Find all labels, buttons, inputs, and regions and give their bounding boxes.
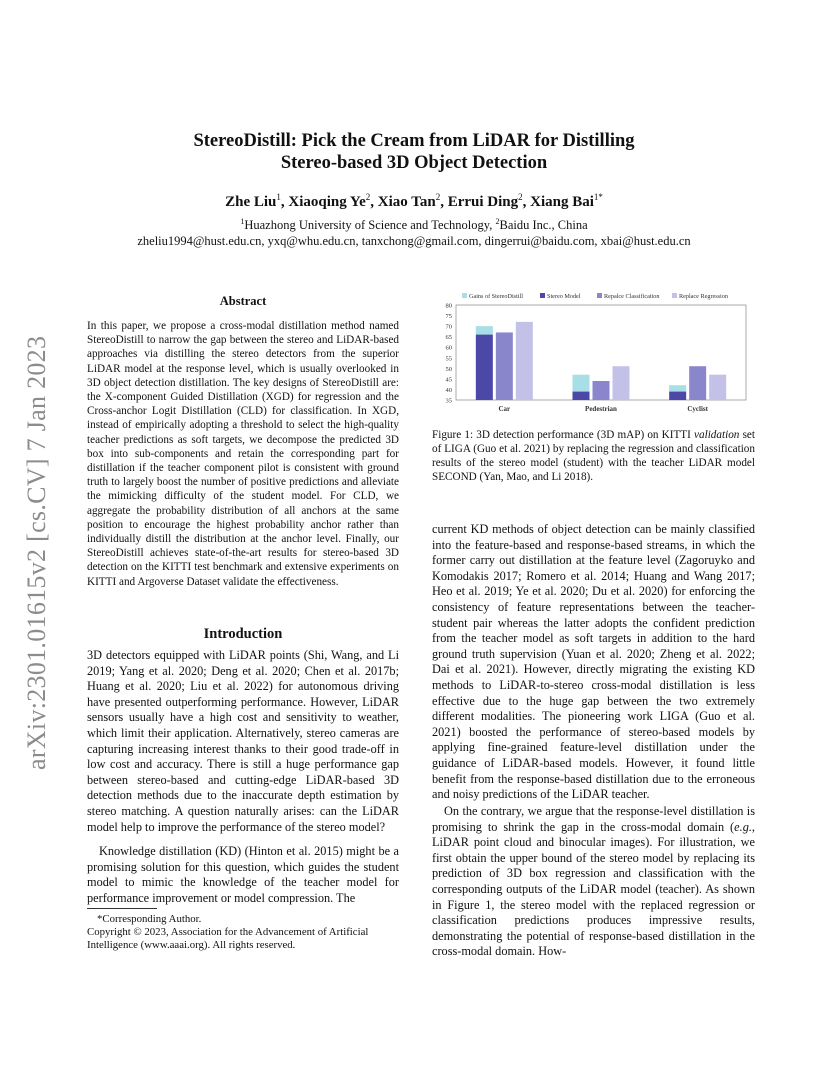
y-tick-label: 75 — [445, 313, 452, 321]
x-tick-label: Cyclist — [687, 405, 708, 413]
abstract-heading: Abstract — [219, 294, 267, 308]
bar-repalce-classification — [593, 381, 610, 400]
author-sup: 2 — [435, 192, 441, 202]
y-tick-label: 40 — [445, 386, 452, 394]
caption-text: Figure 1: 3D detection performance (3D mAP) on KITTI — [432, 429, 695, 441]
intro-paragraph-1: 3D detectors equipped with LiDAR points (Shi, Wang, and Li 2019; Yang et al. 2020; Deng et al. 2020; Chen et al. 2017b; Huang et al. 2020; Liu et al. 2022) for autonomous driving have presented outperforming performance. However, LiDAR sensors usually have a high cost and sensitivity to weather, which limit their application. Alternatively, stereo cameras are capturing increasing interest thanks to their good trade-off in low cost and accuracy. There is still a huge performance gap between stereo-based and cutting-edge LiDAR-based 3D detection methods due to the inaccurate depth estimation by stereo matching. A question naturally arises: can the LiDAR model help to improve the performance of the stereo model? — [87, 648, 399, 834]
bar-repalce-classification — [496, 332, 513, 400]
author-sup: 1* — [593, 192, 603, 202]
author-sup: 2 — [518, 192, 523, 202]
y-tick-label: 55 — [445, 355, 452, 363]
bar-repalce-classification — [689, 366, 706, 400]
right-paragraph-1: current KD methods of object detection can be mainly classified into the feature-based and response-based streams, in which the former carry out distillation at the feature level (Zagoruyko and Komodakis 2017; Romero et al. 2014; Huang and Wang 2017; Heo et al. 2019; Ye et al. 2020; Du et al. 2020) for enforcing the consistency of feature representations between the teacher-student pair whereas the latter adopts the confident prediction from the teacher model as soft targets in addition to the hard ground truth supervision (Yuan et al. 2020; Zheng et al. 2022; Dai et al. 2021). However, directly migrating the existing KD methods to LiDAR-to-stereo cross-modal distillation is less effective due to the huge gap between the two extremely different modalities. The pioneering work LIGA (Guo et al. 2021) boosted the performance of stereo-based models by applying fine-grained feature-level distillation under the guidance of LiDAR-based models. However, it found little benefit from the response-based distillation due to the erroneous and noisy predictions of the LiDAR teacher. — [432, 522, 755, 802]
bar-replace-regression — [709, 375, 726, 400]
paragraph-text: , LiDAR point cloud and binocular images). For illustration, we first obtain the upper bound of the stereo model by replacing its prediction of 3D box regression and classification with the corresponding outputs of the LiDAR model (teacher). As shown in Figure 1, the stereo model with the replaced regression or classification predictions produces impressive results, demonstrating the potential of response-based distillation in the cross-modal domain. How- — [432, 819, 755, 959]
author-sup: 1 — [276, 192, 281, 202]
author-name: Xiaoqing Ye — [288, 194, 366, 210]
intro-paragraph-2: Knowledge distillation (KD) (Hinton et al. 2015) might be a promising solution for this question, which guides the student model to mimic the knowledge of the teacher model for performance improvement or model compression. The — [87, 844, 399, 905]
bar-gains-of-stereodistill — [669, 385, 686, 391]
y-tick-label: 80 — [445, 302, 452, 310]
y-tick-label: 35 — [445, 397, 452, 405]
title-line-1: StereoDistill: Pick the Cream from LiDAR for Distilling — [193, 131, 635, 151]
y-tick-label: 60 — [445, 344, 452, 352]
bar-gains-of-stereodistill — [573, 375, 590, 392]
legend-swatch — [672, 293, 677, 298]
figure-1-chart — [432, 288, 755, 418]
bar-replace-regression — [613, 366, 630, 400]
paragraph-text: On the contrary, we argue that the response-level distillation is promising to shrink the gap in the cross-modal domain ( — [432, 804, 755, 834]
legend-label: Gains of StereoDistill — [469, 293, 523, 300]
author-sep: , — [370, 194, 378, 210]
bar-stereo-model — [573, 392, 590, 400]
figure-1-caption — [432, 428, 755, 484]
affil-inst: Baidu Inc., China — [499, 218, 588, 233]
y-tick-label: 70 — [445, 323, 452, 331]
legend-swatch — [597, 293, 602, 298]
affil-sup: 1 — [240, 217, 245, 226]
introduction-heading: Introduction — [203, 626, 283, 642]
right-paragraph-2 — [432, 804, 755, 960]
bar-gains-of-stereodistill — [476, 326, 493, 334]
bar-stereo-model — [476, 335, 493, 400]
author-sep: , — [440, 194, 448, 210]
author-sep: , — [280, 194, 289, 210]
affiliation — [0, 217, 828, 233]
abstract-text: In this paper, we propose a cross-modal distillation method named StereoDistill to narrow the gap between the stereo and LiDAR-based approaches via distilling the stereo detectors from the superior LiDAR model at the response level, which is usually overlooked in 3D object detection distillation. The key designs of StereoDistill are: the X-component Guided Distillation (XGD) for regression and the Cross-anchor Logit Distillation (CLD) for classification. In XGD, instead of empirically adopting a threshold to select the high-quality teacher predictions as soft targets, we decompose the predicted 3D box into sub-components and retain the corresponding part for distillation if the teacher component pilot is consistent with ground truth to largely boost the number of positive predictions and alleviate the mimicking difficulty of the student model. For CLD, we aggregate the probability distribution of all anchors at the same position to encourage the highest probability anchor rather than individually distill the distribution at the anchor level. Finally, our StereoDistill achieves state-of-the-art results for stereo-based 3D detection on the KITTI test benchmark and extensive experiments on KITTI and Argoverse Dataset validate the effectiveness. — [87, 320, 399, 588]
author-name: Errui Ding — [447, 194, 519, 210]
author-sup: 2 — [365, 192, 371, 202]
author-name: Xiang Bai — [530, 194, 594, 210]
legend-label: Replace Regression — [679, 293, 728, 300]
corresponding-author-note: *Corresponding Author. — [97, 913, 202, 925]
affil-inst: Huazhong University of Science and Technology, — [244, 218, 496, 233]
footnote-rule — [87, 908, 157, 909]
paragraph-italic: e.g. — [734, 819, 752, 834]
author-sep: , — [522, 194, 531, 210]
title-line-2: Stereo-based 3D Object Detection — [280, 153, 548, 173]
paper-title — [0, 130, 828, 174]
x-tick-label: Car — [498, 405, 511, 413]
author-list — [0, 192, 828, 211]
caption-italic: validation — [694, 429, 740, 441]
copyright-note: Copyright © 2023, Association for the Advancement of Artificial Intelligence (www.aaai.org). All rights reserved. — [87, 926, 369, 951]
bar-stereo-model — [669, 392, 686, 400]
y-tick-label: 45 — [445, 376, 452, 384]
caption-text: set of LIGA (Guo et al. 2021) by replacing the regression and classification results of the stereo model (student) with the teacher LiDAR model SECOND (Yan, Mao, and Li 2018). — [432, 429, 755, 483]
x-tick-label: Pedestrian — [585, 405, 617, 413]
author-name: Xiao Tan — [377, 194, 436, 210]
author-name: Zhe Liu — [225, 194, 277, 210]
legend-swatch — [540, 293, 545, 298]
legend-swatch — [462, 293, 467, 298]
author-emails: zheliu1994@hust.edu.cn, yxq@whu.edu.cn, tanxchong@gmail.com, dingerrui@baidu.com, xbai@hust.edu.cn — [137, 234, 691, 248]
legend-label: Repalce Classification — [604, 293, 660, 300]
arxiv-id: arXiv:2301.01615v2 [cs.CV] 7 Jan 2023 — [22, 335, 51, 770]
footnote — [87, 913, 399, 952]
y-tick-label: 65 — [445, 334, 452, 342]
bar-replace-regression — [516, 322, 533, 400]
legend-label: Stereo Model — [547, 293, 581, 300]
arxiv-stamp — [14, 300, 60, 770]
y-tick-label: 50 — [445, 365, 452, 373]
affil-sup: 2 — [495, 217, 500, 226]
